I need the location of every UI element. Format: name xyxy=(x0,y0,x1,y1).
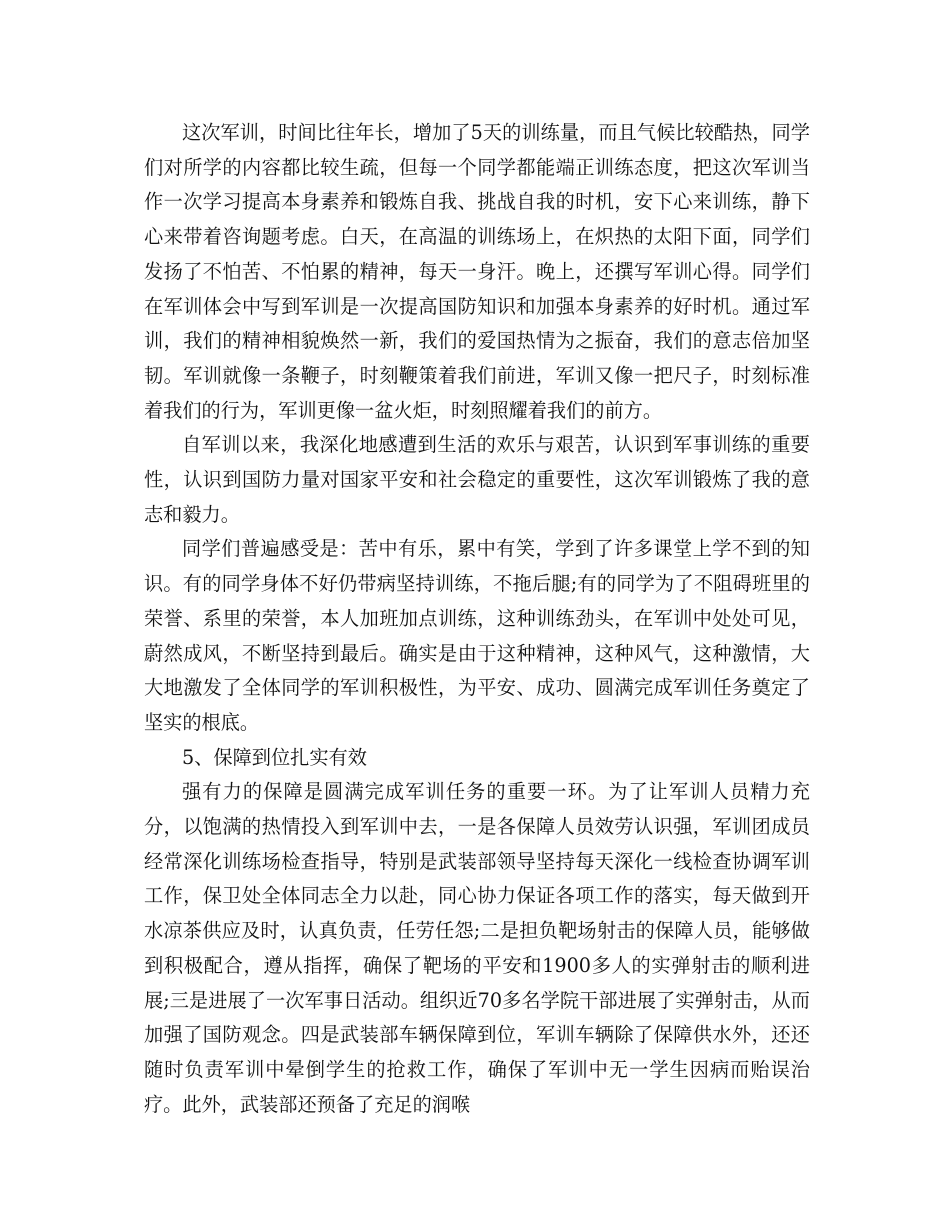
document-body xyxy=(144,116,810,1122)
paragraph-military-training-summary: 这次军训，时间比往年长，增加了5天的训练量，而且气候比较酷热，同学们对所学的内容都比较生疏，但每一个同学都能端正训练态度，把这次军训当作一次学习提高本身素养和锻炼自我、挑战自我的时机，安下心来训练，静下心来带着咨询题考虑。白天，在高温的训练场上，在炽热的太阳下面，同学们发扬了不怕苦、不怕累的精神，每天一身汗。晚上，还撰写军训心得。同学们在军训体会中写到军训是一次提高国防知识和加强本身素养的好时机。通过军训，我们的精神相貌焕然一新，我们的爱国热情为之振奋，我们的意志倍加坚韧。军训就像一条鞭子，时刻鞭策着我们前进，军训又像一把尺子，时刻标准着我们的行为，军训更像一盆火炬，时刻照耀着我们的前方。 xyxy=(144,121,810,422)
paragraph-personal-reflection: 自军训以来，我深化地感遭到生活的欢乐与艰苦，认识到军事训练的重要性，认识到国防力量对国家平安和社会稳定的重要性，这次军训锻炼了我的意志和毅力。 xyxy=(144,433,810,526)
paragraph-student-feelings: 同学们普遍感受是：苦中有乐，累中有笑，学到了许多课堂上学不到的知识。有的同学身体不好仍带病坚持训练，不拖后腿;有的同学为了不阻碍班里的荣誉、系里的荣誉，本人加班加点训练，这种训练劲头，在军训中处处可见，蔚然成风，不断坚持到最后。确实是由于这种精神，这种风气，这种激情，大大地激发了全体同学的军训积极性，为平安、成功、圆满完成军训任务奠定了坚实的根底。 xyxy=(144,537,810,734)
section-heading: 5、保障到位扎实有效 xyxy=(182,745,367,769)
paragraph-logistics-support: 强有力的保障是圆满完成军训任务的重要一环。为了让军训人员精力充分，以饱满的热情投入到军训中去，一是各保障人员效劳认识强，军训团成员经常深化训练场检查指导，特别是武装部领导坚持每天深化一线检查协调军训工作，保卫处全体同志全力以赴，同心协力保证各项工作的落实，每天做到开水凉茶供应及时，认真负责，任劳任怨;二是担负靶场射击的保障人员，能够做到积极配合，遵从指挥，确保了靶场的平安和1900多人的实弹射击的顺利进展;三是进展了一次军事日活动。组织近70多名学院干部进展了实弹射击，从而加强了国防观念。四是武装部车辆保障到位，军训车辆除了保障供水外，还还随时负责军训中晕倒学生的抢救工作，确保了军训中无一学生因病而贻误治疗。此外，武装部还预备了充足的润喉 xyxy=(144,780,810,1116)
